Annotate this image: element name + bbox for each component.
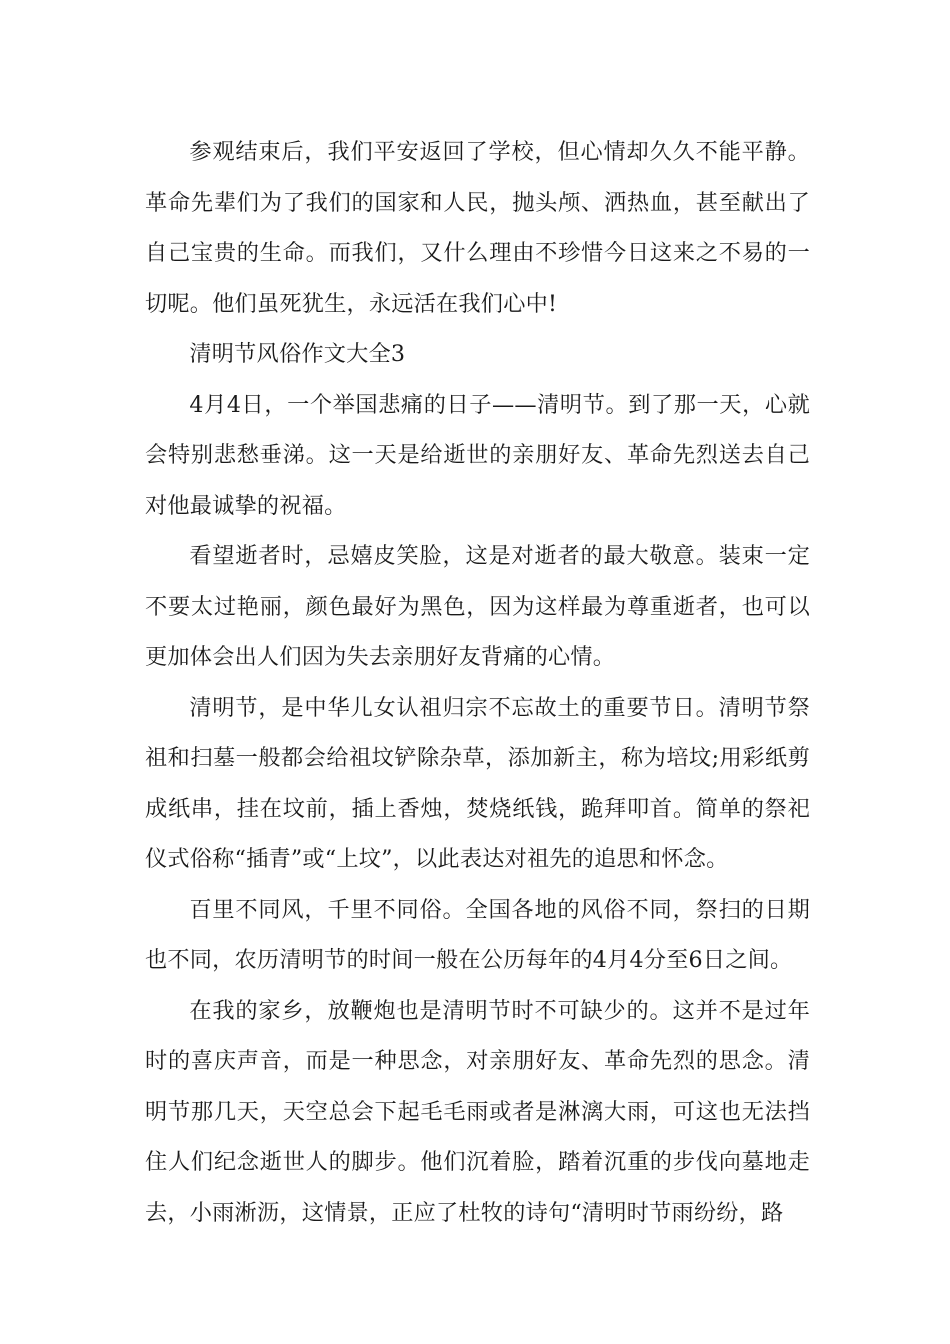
section-heading: 清明节风俗作文大全3 [189,341,406,367]
paragraph-qingming-day: 4月4日，一个举国悲痛的日子——清明节。到了那一天，心就会特别悲愁垂涕。这一天是给逝世的亲朋好友、革命先烈送去自己对他最诚挚的祝福。 [145,391,810,519]
paragraph-visiting-etiquette: 看望逝者时，忌嬉皮笑脸，这是对逝者的最大敬意。装束一定不要太过艳丽，颜色最好为黑色，因为这样最为尊重逝者，也可以更加体会出人们因为失去亲朋好友背痛的心情。 [145,543,810,670]
paragraph-hometown-custom: 在我的家乡，放鞭炮也是清明节时不可缺少的。这并不是过年时的喜庆声音，而是一种思念，对亲朋好友、革命先烈的思念。清明节那几天，天空总会下起毛毛雨或者是淋漓大雨，可这也无法挡住人们纪念逝世人的脚步。他们沉着脸，踏着沉重的步伐向墓地走去，小雨淅沥，这情景，正应了杜牧的诗句“清明时节雨纷纷，路 [145,997,810,1226]
paragraph-visit-reflection: 参观结束后，我们平安返回了学校，但心情却久久不能平静。革命先辈们为了我们的国家和人民，抛头颅、洒热血，甚至献出了自己宝贵的生命。而我们，又什么理由不珍惜今日这来之不易的一切呢。他们虽死犹生，永远活在我们心中! [145,139,810,317]
paragraph-ancestor-worship: 清明节，是中华儿女认祖归宗不忘故土的重要节日。清明节祭祖和扫墓一般都会给祖坟铲除杂草，添加新主，称为培坟;用彩纸剪成纸串，挂在坟前，插上香烛，焚烧纸钱，跪拜叩首。简单的祭祀仪式俗称“插青”或“上坟”，以此表达对祖先的追思和怀念。 [145,694,810,872]
document-body [145,127,810,1238]
paragraph-regional-customs: 百里不同风，千里不同俗。全国各地的风俗不同，祭扫的日期也不同，农历清明节的时间一般在公历每年的4月4分至6日之间。 [145,896,810,973]
